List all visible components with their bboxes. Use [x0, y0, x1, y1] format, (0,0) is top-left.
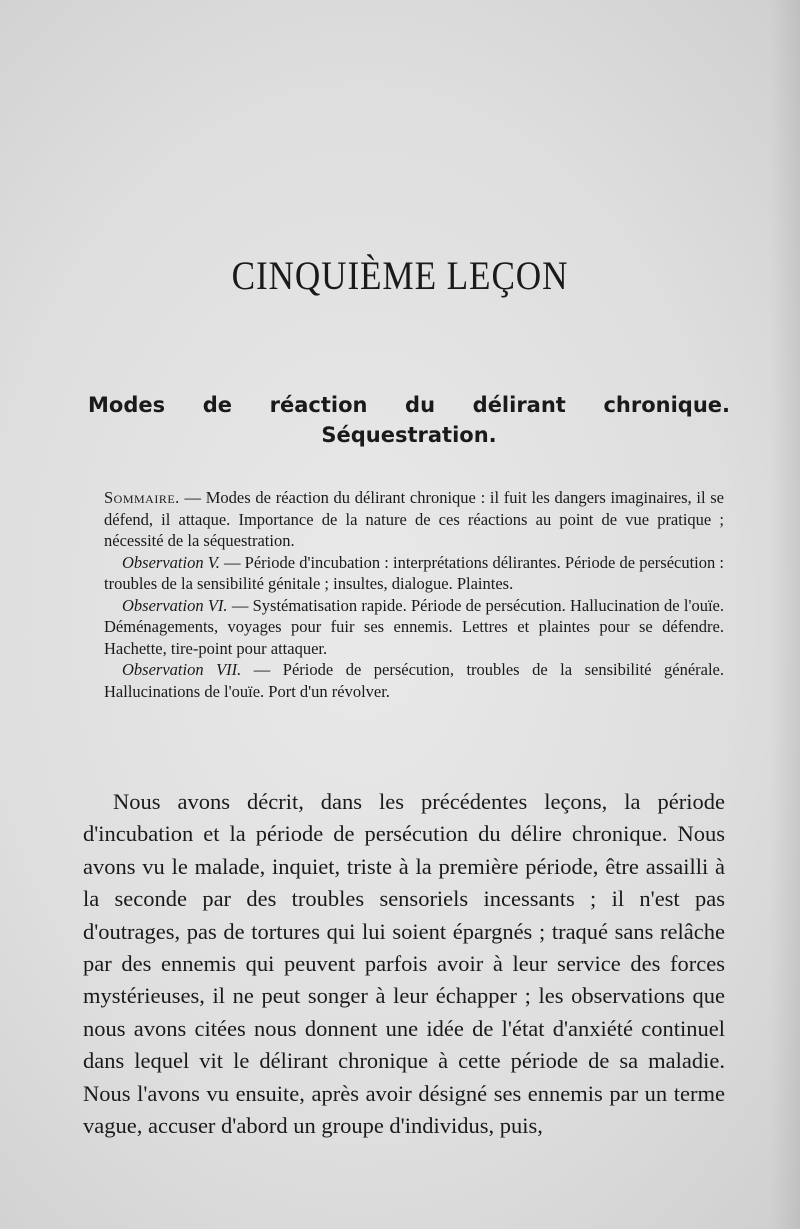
summary-label: Sommaire. [104, 488, 180, 507]
observation-entry [104, 659, 724, 702]
observation-text: — Systématisation rapide. Période de persécution. Hallucination de l'ouïe. Déménagements, voyages pour fuir ses ennemis. Lettres et plaintes pour se défendre. Hachette, tire-point pour attaquer. [104, 595, 724, 658]
summary-paragraph [104, 487, 724, 552]
page-edge-shadow [770, 0, 800, 1229]
body-paragraph: Nous avons décrit, dans les précédentes leçons, la période d'incubation et la période de persécution du délire chronique. Nous avons vu le malade, inquiet, triste à la première période, être assailli à la seconde par des troubles sensoriels incessants ; il n'est pas d'outrages, pas de tortures qui lui soient épargnés ; traqué sans relâche par des ennemis qui peuvent parfois avoir à leur service des forces mystérieuses, il ne peut songer à leur échapper ; les observations que nous avons citées nous donnent une idée de l'état d'anxiété continuel dans lequel vit le délirant chronique à cette période de sa maladie. Nous l'avons vu ensuite, après avoir désigné ses ennemis par un terme vague, accuser d'abord un groupe d'individus, puis, [83, 789, 725, 1139]
lesson-subtitle: Modes de réaction du délirant chronique. Séquestration. [88, 393, 730, 447]
body-text [83, 786, 725, 1142]
observation-label: Observation V. [122, 552, 220, 572]
chapter-title: CINQUIÈME LEÇON [231, 253, 569, 298]
observation-entry [104, 552, 724, 595]
summary-text: — Modes de réaction du délirant chronique : il fuit les dangers imaginaires, il se défend, il attaque. Importance de la nature de ces réactions au point de vue pratique ; nécessité de la séquestration. [104, 488, 724, 550]
observation-entry [104, 595, 724, 660]
observation-text: — Période d'incubation : interprétations délirantes. Période de persécution : troubles de la sensibilité génitale ; insultes, dialogue. Plaintes. [104, 552, 725, 593]
observation-text: — Période de persécution, troubles de la sensibilité générale. Hallucinations de l'ouïe. Port d'un révolver. [104, 660, 724, 701]
summary-block [104, 487, 724, 702]
observation-label: Observation VI. [122, 595, 228, 615]
observation-label: Observation VII. [122, 660, 242, 679]
